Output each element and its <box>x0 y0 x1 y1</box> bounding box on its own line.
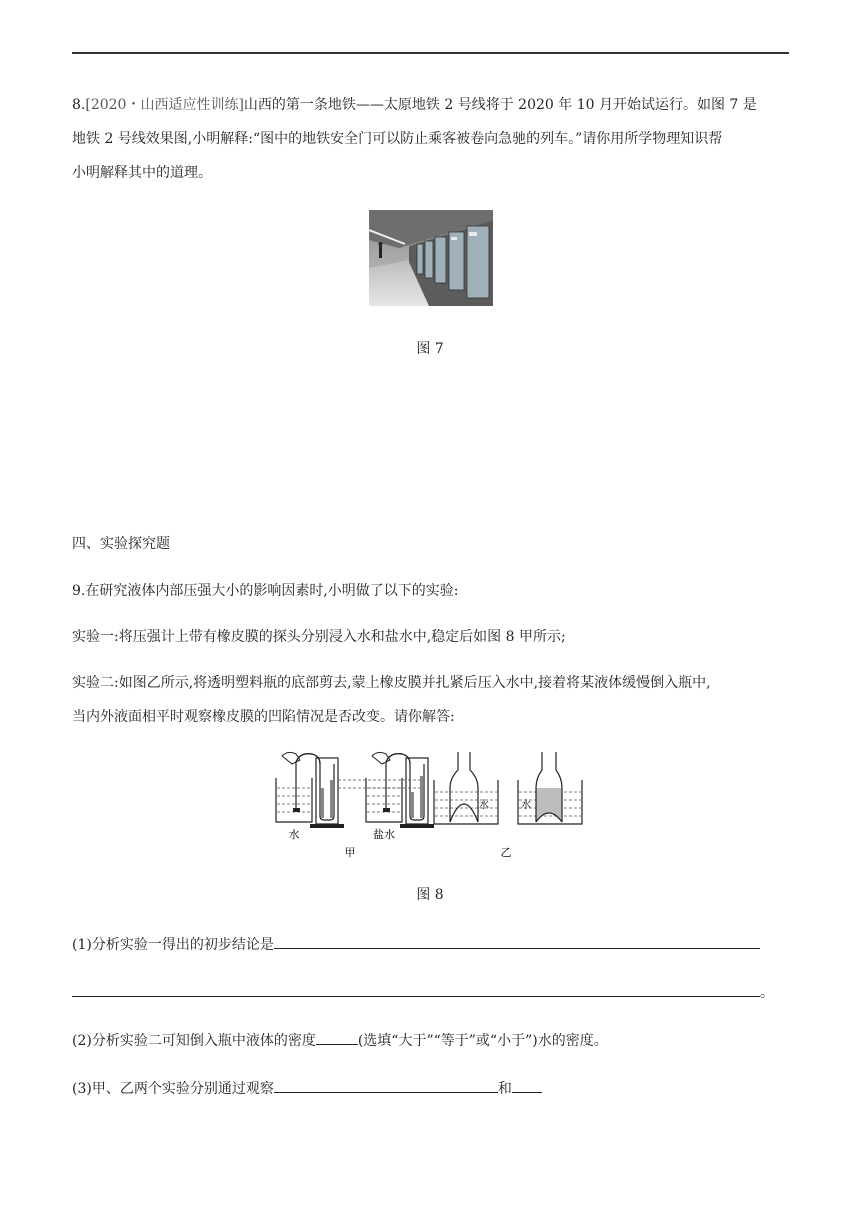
experiment-2-text <box>72 666 788 734</box>
question-number: 8. <box>72 97 86 113</box>
experiment-2-line: 当内外液面相平时观察橡皮膜的凹陷情况是否改变。请你解答: <box>72 709 455 725</box>
question-8 <box>72 88 788 190</box>
subquestion-text: (1)分析实验一得出的初步结论是 <box>72 937 274 953</box>
manometer-brine-setup <box>366 752 434 841</box>
bottle-in-water-setup <box>434 752 498 824</box>
question-source: [2020・山西适应性训练] <box>85 97 244 113</box>
subquestion-1-continuation <box>72 976 788 1010</box>
answer-blank[interactable] <box>316 1028 358 1045</box>
water-label: 水 <box>288 828 300 841</box>
brine-label: 盐水 <box>373 828 395 841</box>
experiment-2-line: 实验二:如图乙所示,将透明塑料瓶的底部剪去,蒙上橡皮膜并扎紧后压入水中,接着将某液体缓慢倒入瓶中, <box>72 675 711 691</box>
water-label: 水 <box>521 800 531 811</box>
water-label: 水 <box>479 800 489 811</box>
answer-blank[interactable] <box>72 980 760 997</box>
figure-8-caption: 图 8 <box>416 887 444 903</box>
figure-jia-label: 甲 <box>344 846 356 859</box>
answer-blank[interactable] <box>274 1076 498 1093</box>
section-heading: 四、实验探究题 <box>72 536 170 552</box>
bottle-with-liquid-setup <box>518 752 582 824</box>
question-9-intro: 9.在研究液体内部压强大小的影响因素时,小明做了以下的实验: <box>72 583 459 599</box>
subquestion-3 <box>72 1072 788 1106</box>
figure-7-caption: 图 7 <box>416 341 444 357</box>
figure-8-diagram <box>272 750 590 860</box>
question-text-line: 山西的第一条地铁——太原地铁 2 号线将于 2020 年 10 月开始试运行。如图 7 是 <box>243 97 757 113</box>
question-text-line: 小明解释其中的道理。 <box>72 165 212 181</box>
header-rule <box>72 52 789 54</box>
subquestion-text: 和 <box>497 1081 512 1097</box>
subway-platform-photo <box>369 210 493 306</box>
subquestion-text: (3)甲、乙两个实验分别通过观察 <box>72 1081 274 1097</box>
subquestion-text: (2)分析实验二可知倒入瓶中液体的密度 <box>72 1033 316 1049</box>
experiment-1-text: 实验一:将压强计上带有橡皮膜的探头分别浸入水和盐水中,稳定后如图 8 甲所示; <box>72 629 566 645</box>
period: 。 <box>760 985 774 1001</box>
question-text-line: 地铁 2 号线效果图,小明解释:“图中的地铁安全门可以防止乘客被卷向急驰的列车。”请你用所学物理知识帮 <box>72 131 723 147</box>
subquestion-2 <box>72 1024 788 1058</box>
subquestion-1 <box>72 928 788 962</box>
subquestion-text: (选填“大于”“等于”或“小于”)水的密度。 <box>357 1033 608 1049</box>
answer-blank[interactable] <box>512 1076 542 1093</box>
answer-blank[interactable] <box>274 932 760 949</box>
manometer-water-setup <box>276 752 344 841</box>
figure-yi-label: 乙 <box>500 846 512 859</box>
